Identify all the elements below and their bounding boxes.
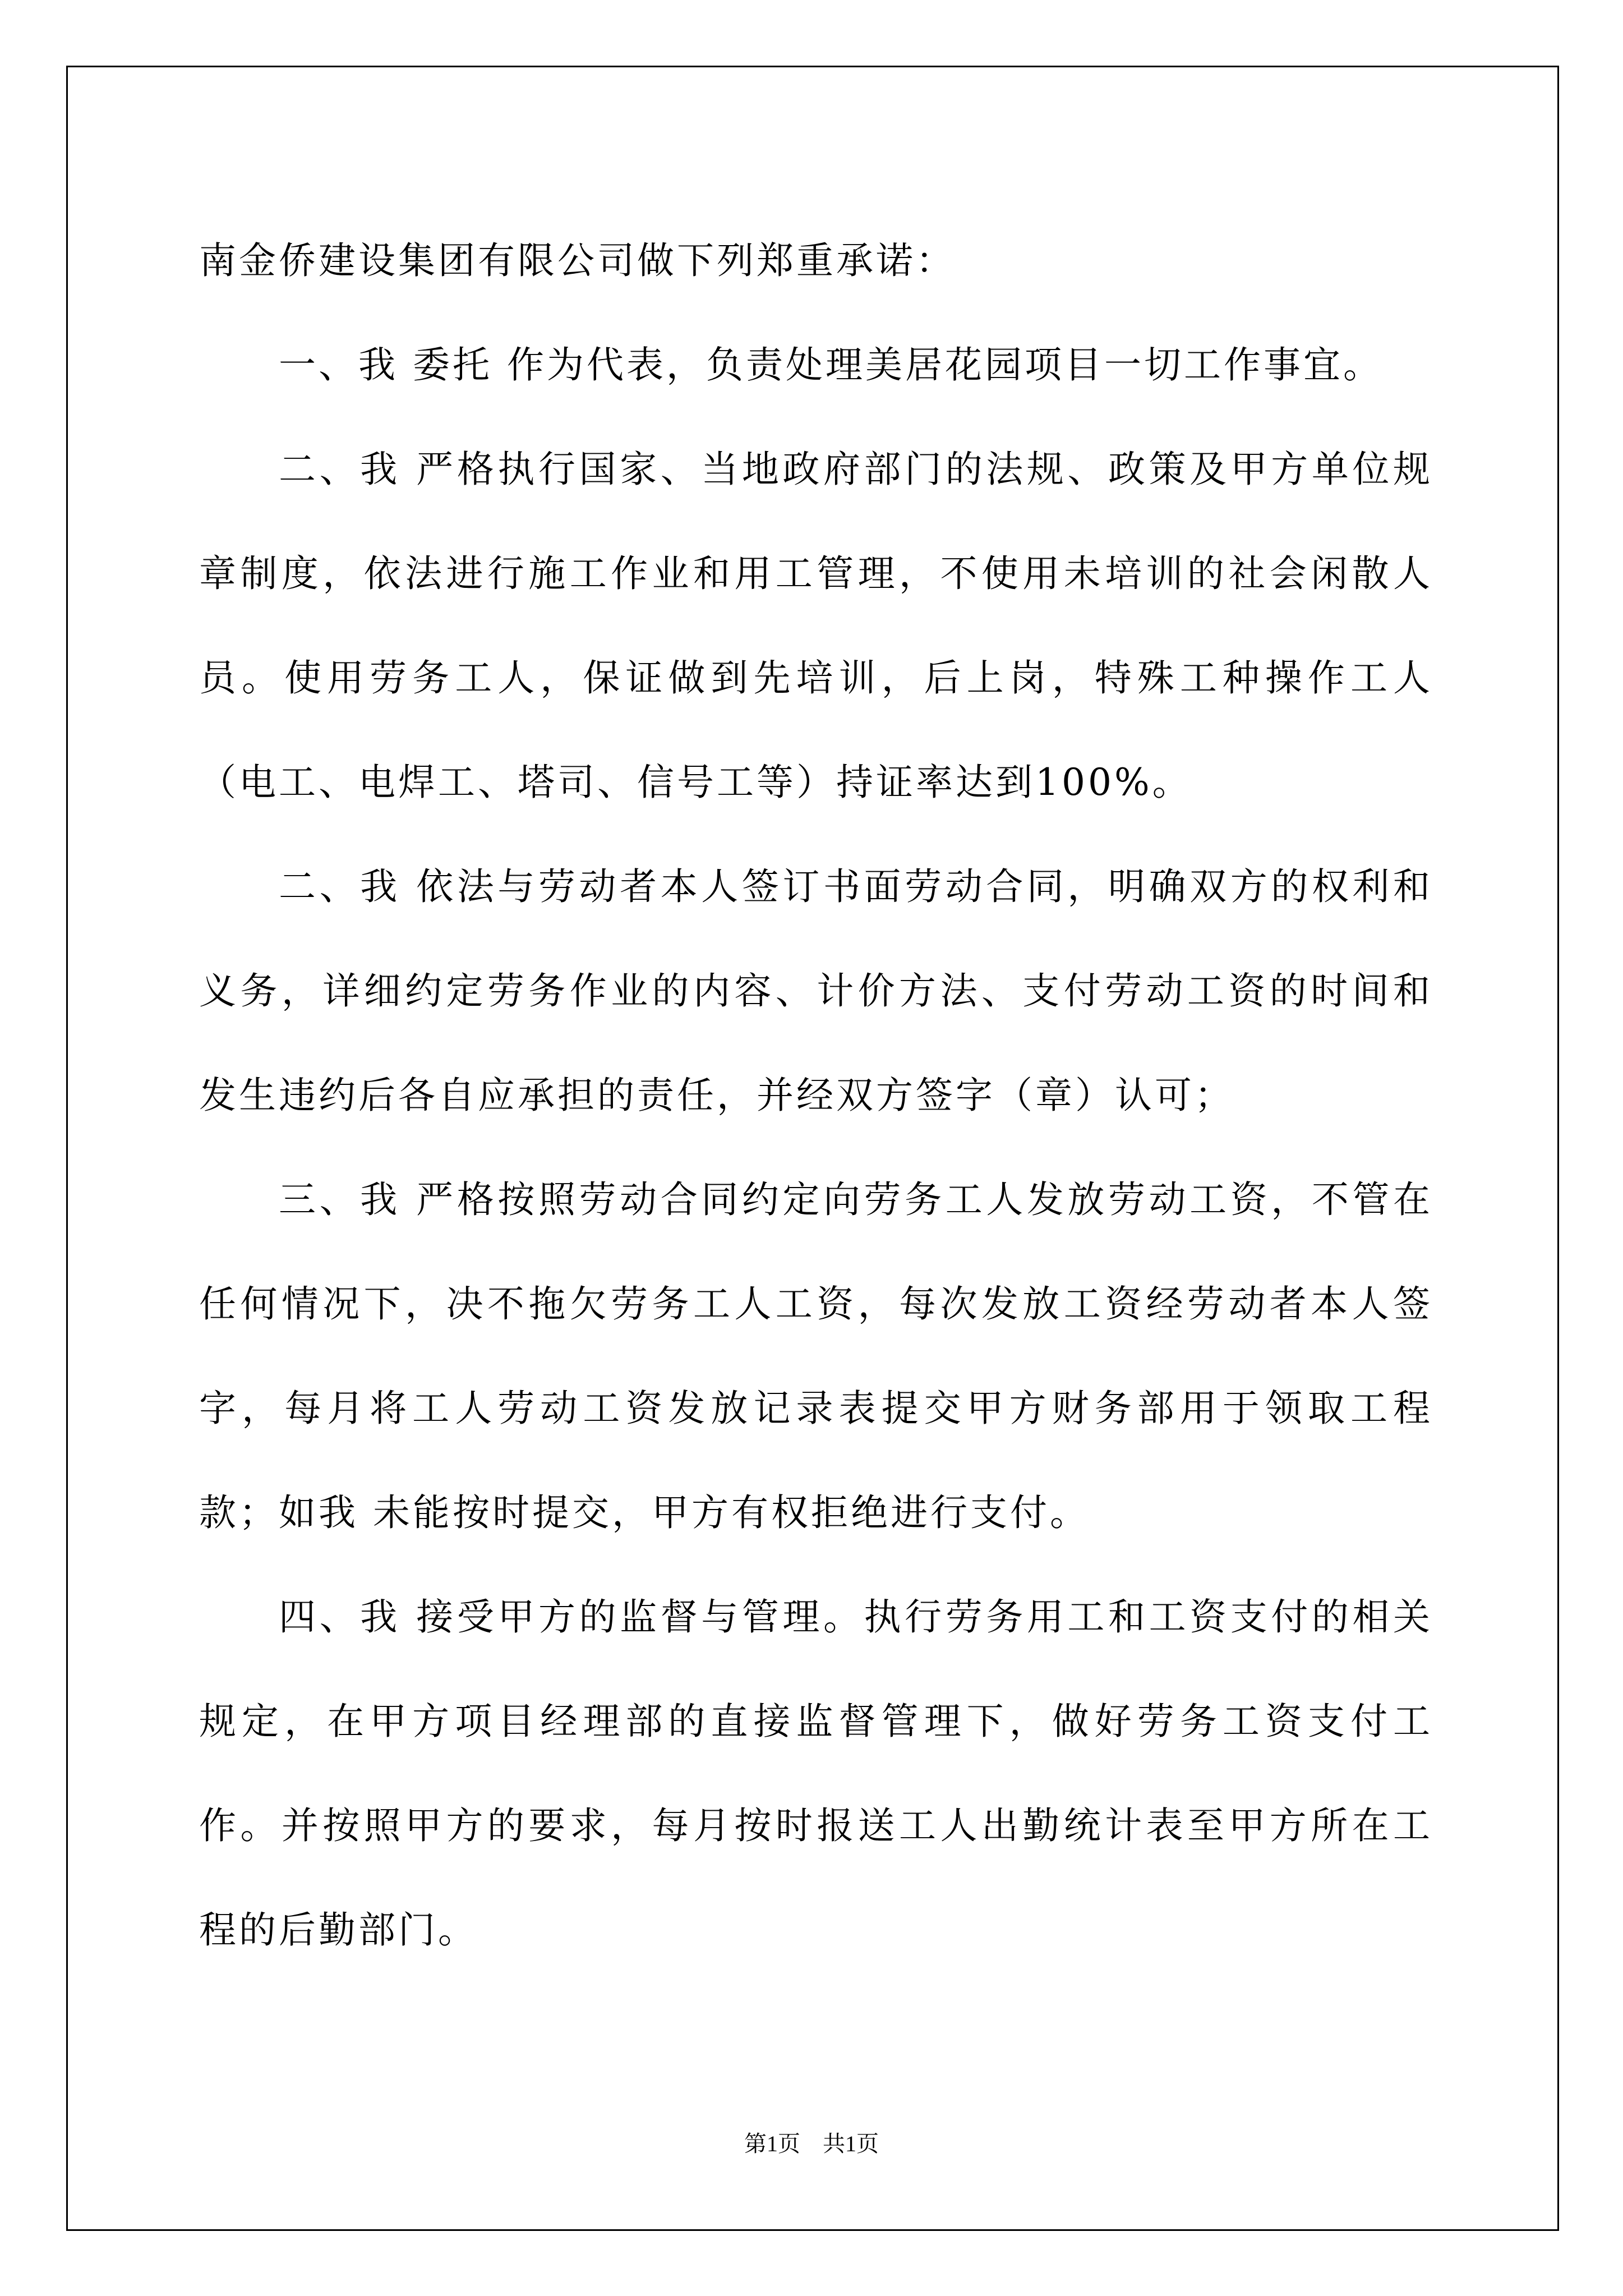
paragraph-item-3: 二、我 依法与劳动者本人签订书面劳动合同，明确双方的权利和义务，详细约定劳务作业的内容、计价方法、支付劳动工资的时间和发生违约后各自应承担的责任，并经双方签字（章）认可；: [199, 865, 1433, 1117]
document-body: [199, 209, 1433, 1982]
page-footer: [0, 2130, 1623, 2158]
paragraph-item-1: 一、我 委托 作为代表，负责处理美居花园项目一切工作事宜。: [279, 343, 1383, 386]
paragraph-item-2: 二、我 严格执行国家、当地政府部门的法规、政策及甲方单位规章制度，依法进行施工作业和用工管理，不使用未培训的社会闲散人员。使用劳务工人，保证做到先培训，后上岗，特殊工种操作工人（电工、电焊工、塔司、信号工等）持证率达到100%。: [199, 448, 1433, 804]
paragraph-item-4: 三、我 严格按照劳动合同约定向劳务工人发放劳动工资，不管在任何情况下，决不拖欠劳务工人工资，每次发放工资经劳动者本人签字，每月将工人劳动工资发放记录表提交甲方财务部用于领取工程款；如我 未能按时提交，甲方有权拒绝进行支付。: [199, 1178, 1433, 1534]
paragraph-intro: 南金侨建设集团有限公司做下列郑重承诺：: [199, 239, 956, 282]
paragraph-item-5: 四、我 接受甲方的监督与管理。执行劳务用工和工资支付的相关规定，在甲方项目经理部的直接监督管理下，做好劳务工资支付工作。并按照甲方的要求，每月按时报送工人出勤统计表至甲方所在工程的后勤部门。: [199, 1595, 1433, 1952]
page-number: 第1页: [744, 2131, 800, 2156]
page-total: 共1页: [823, 2131, 879, 2156]
